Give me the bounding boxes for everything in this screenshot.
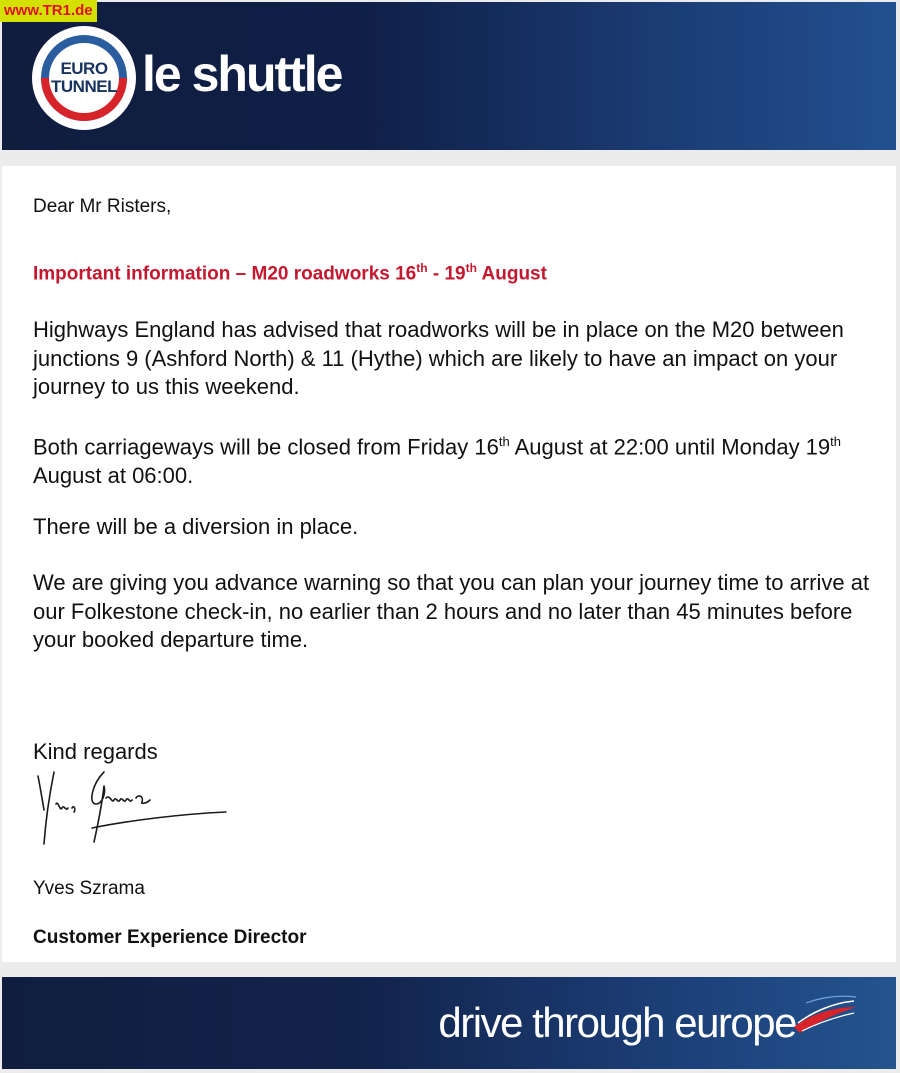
closing-regards: Kind regards	[33, 739, 158, 764]
logo-word-euro: EURO	[60, 59, 108, 78]
signer-title: Customer Experience Director	[33, 927, 307, 948]
watermark-url: www.TR1.de	[0, 0, 97, 22]
swoosh-icon	[792, 993, 858, 1043]
subject-prefix: Important information – M20 roadworks 16	[33, 263, 417, 285]
subject-line	[33, 261, 547, 285]
logo-word-tunnel: TUNNEL	[51, 77, 117, 96]
salutation: Dear Mr Risters,	[33, 196, 172, 217]
paragraph-diversion: There will be a diversion in place.	[33, 514, 359, 539]
handwritten-signature	[32, 764, 232, 854]
closure-part-3: August at 06:00.	[33, 462, 194, 488]
subject-sup-1: th	[416, 261, 428, 275]
paragraph-roadworks: Highways England has advised that roadworks will be in place on the M20 between junctions 9 (Ashford North) & 11 (Hythe) which are likely to have an impact on your journey to us this weekend.	[33, 317, 844, 399]
brand-name: le shuttle	[142, 46, 342, 102]
signer-name: Yves Szrama	[33, 878, 145, 899]
logo-ring	[41, 35, 127, 121]
eurotunnel-logo	[32, 26, 136, 130]
letter-body	[2, 166, 896, 962]
email-header-banner	[2, 2, 896, 150]
subject-suffix: August	[476, 263, 547, 285]
closure-part-2: August at 22:00 until Monday 19	[509, 434, 831, 460]
paragraph-advance-warning: We are giving you advance warning so that you can plan your journey time to arrive at our Folkestone check-in, no earlier than 2 hours and no later than 45 minutes before your booked departure time.	[33, 570, 870, 652]
closure-sup-2: th	[830, 434, 841, 449]
paragraph-closure	[33, 428, 873, 490]
closure-part-1: Both carriageways will be closed from Friday 16	[33, 434, 499, 460]
footer-tagline: drive through europe	[438, 999, 796, 1046]
logo-inner-circle	[49, 43, 119, 113]
email-footer-banner	[2, 977, 896, 1069]
subject-mid: - 19	[427, 263, 466, 285]
closure-sup-1: th	[498, 434, 510, 449]
subject-sup-2: th	[465, 261, 477, 275]
